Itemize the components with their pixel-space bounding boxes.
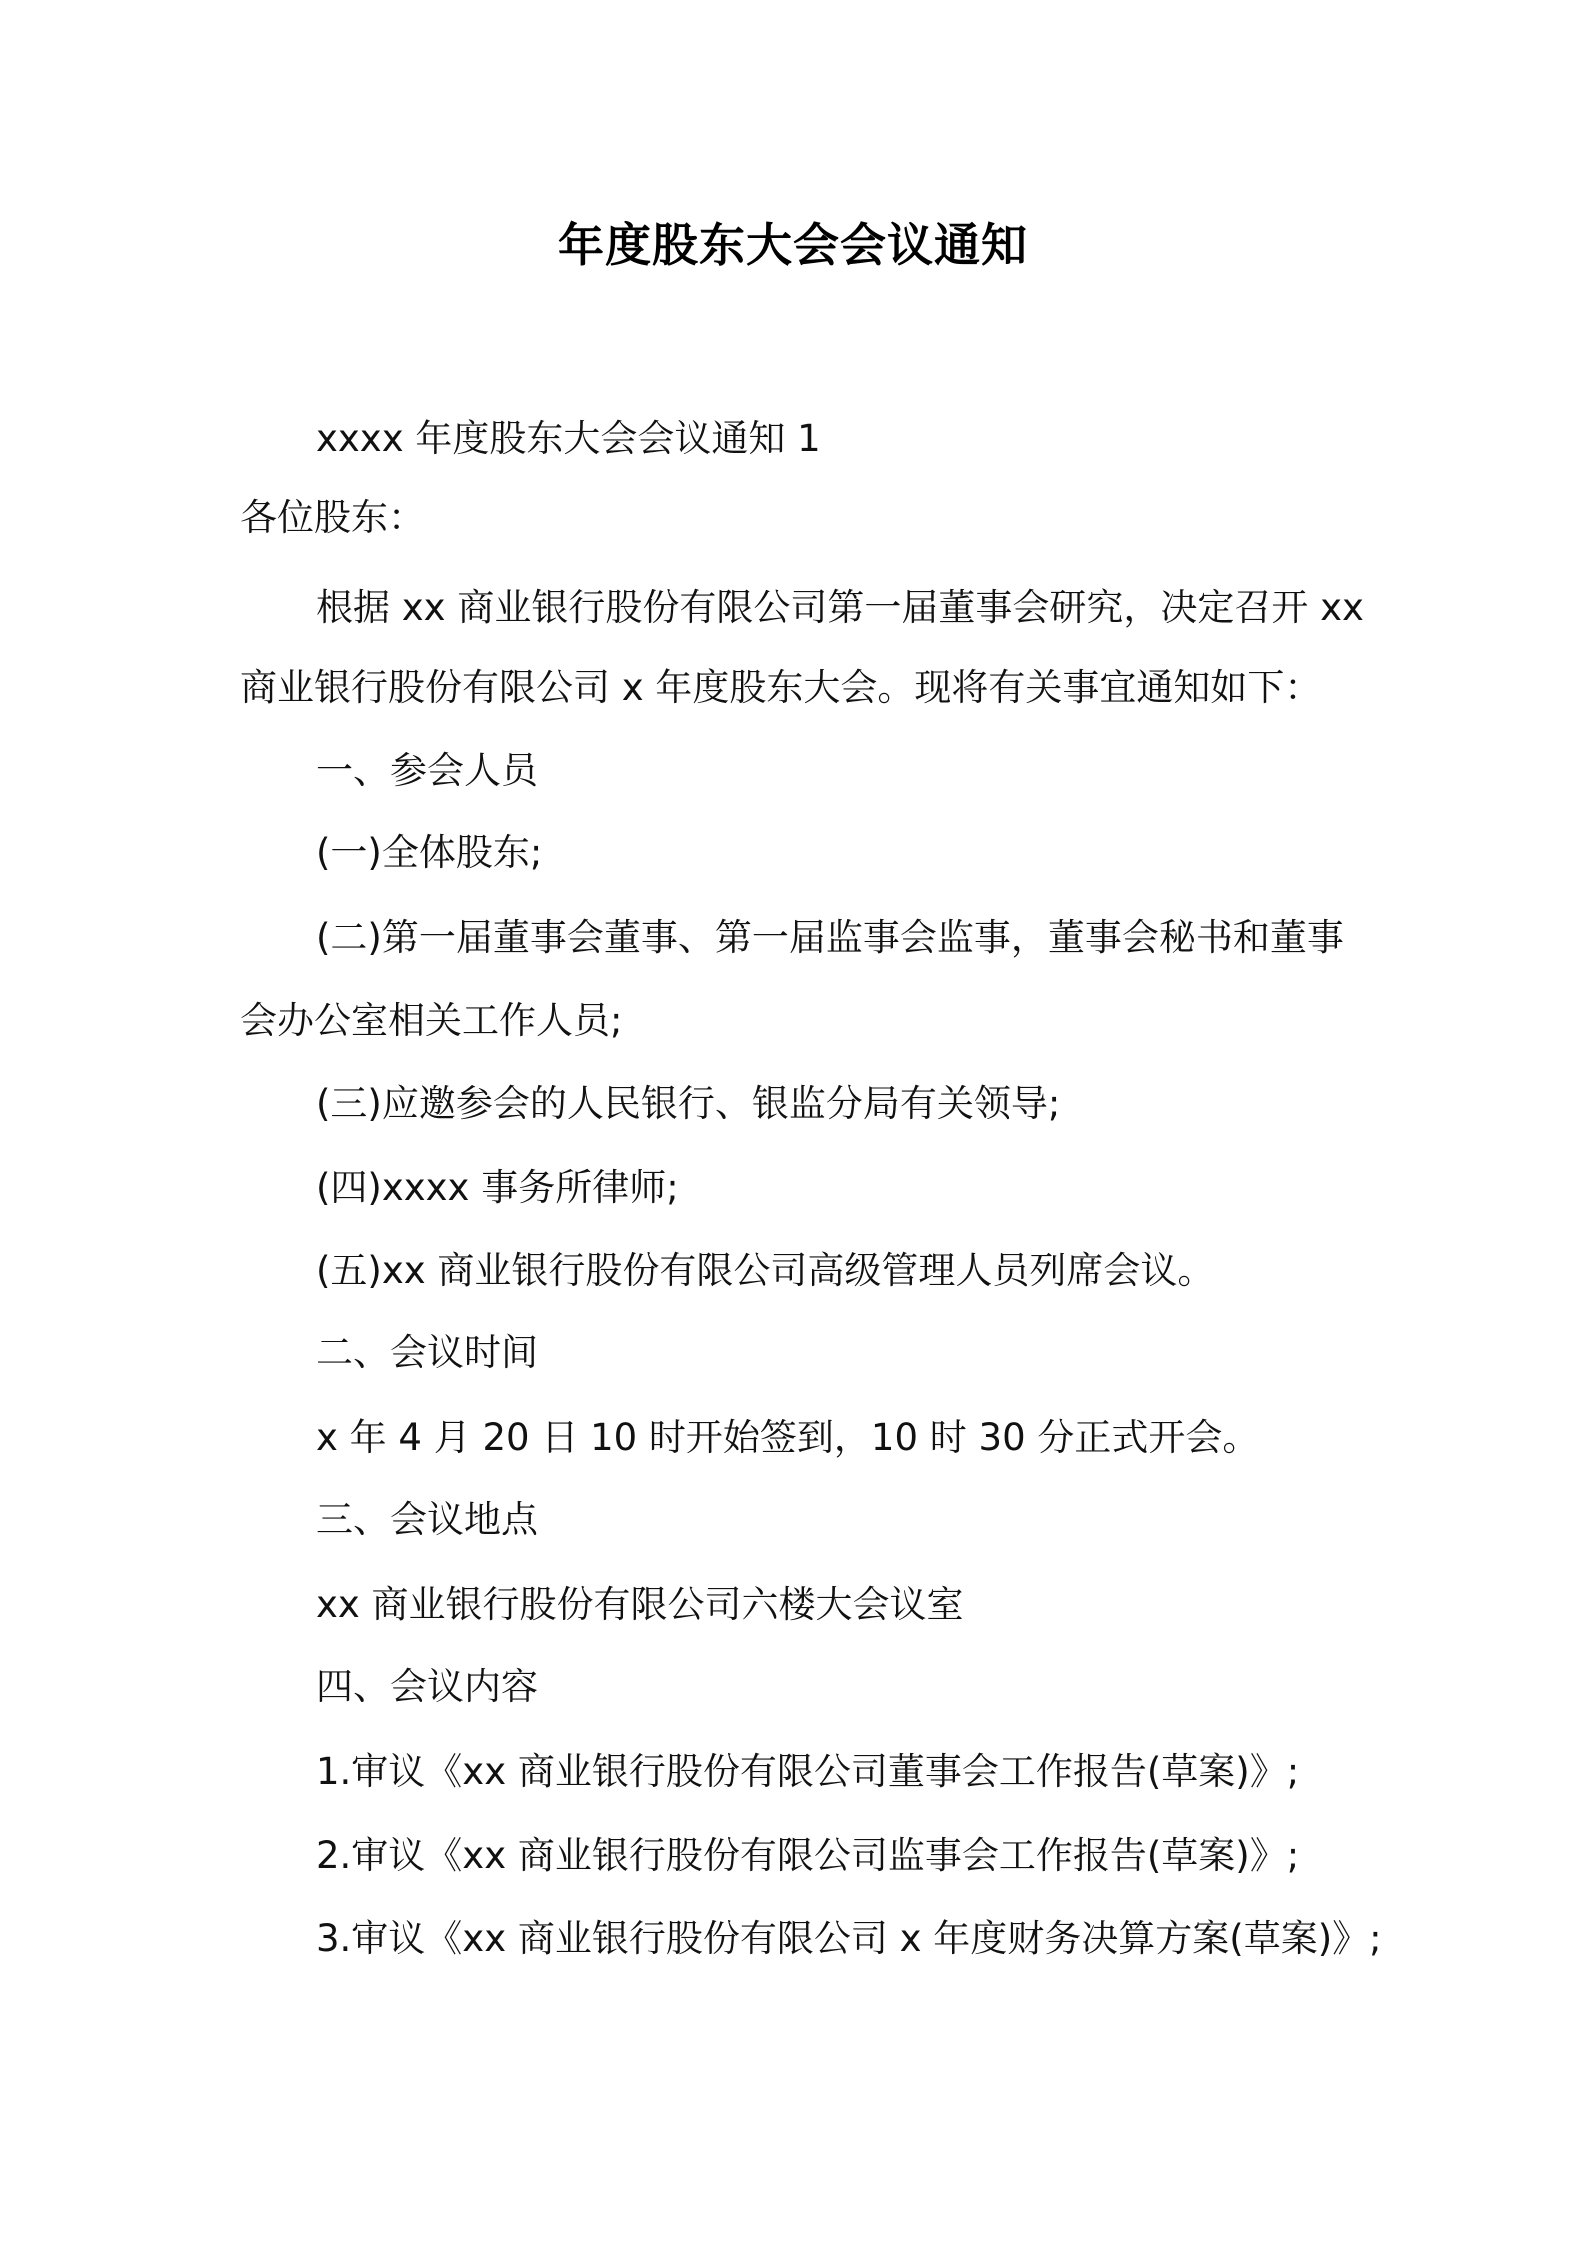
section-heading-time: 二、会议时间 (316, 1331, 538, 1374)
section-heading-location: 三、会议地点 (316, 1498, 538, 1541)
agenda-item-2: 2.审议《xx 商业银行股份有限公司监事会工作报告(草案)》; (316, 1834, 1300, 1877)
meeting-location-text: xx 商业银行股份有限公司六楼大会议室 (316, 1583, 964, 1626)
attendee-item-2-line-1: (二)第一届董事会董事、第一届监事会监事，董事会秘书和董事 (316, 916, 1344, 959)
attendee-item-2-line-2: 会办公室相关工作人员; (240, 999, 623, 1042)
document-title: 年度股东大会会议通知 (558, 218, 1028, 272)
attendee-item-3: (三)应邀参会的人民银行、银监分局有关领导; (316, 1082, 1061, 1125)
agenda-item-1: 1.审议《xx 商业银行股份有限公司董事会工作报告(草案)》; (316, 1750, 1300, 1793)
section-heading-agenda: 四、会议内容 (316, 1665, 538, 1708)
meeting-time-text: x 年 4 月 20 日 10 时开始签到，10 时 30 分正式开会。 (316, 1416, 1260, 1459)
agenda-item-3: 3.审议《xx 商业银行股份有限公司 x 年度财务决算方案(草案)》; (316, 1917, 1382, 1960)
section-heading-attendees: 一、参会人员 (316, 749, 538, 792)
attendee-item-1: (一)全体股东; (316, 831, 543, 874)
intro-paragraph-line-1: 根据 xx 商业银行股份有限公司第一届董事会研究，决定召开 xx (316, 586, 1364, 629)
document-subtitle: xxxx 年度股东大会会议通知 1 (316, 417, 821, 460)
attendee-item-4: (四)xxxx 事务所律师; (316, 1166, 679, 1209)
salutation: 各位股东： (240, 496, 425, 539)
attendee-item-5: (五)xx 商业银行股份有限公司高级管理人员列席会议。 (316, 1249, 1215, 1292)
intro-paragraph-line-2: 商业银行股份有限公司 x 年度股东大会。现将有关事宜通知如下： (240, 666, 1322, 709)
